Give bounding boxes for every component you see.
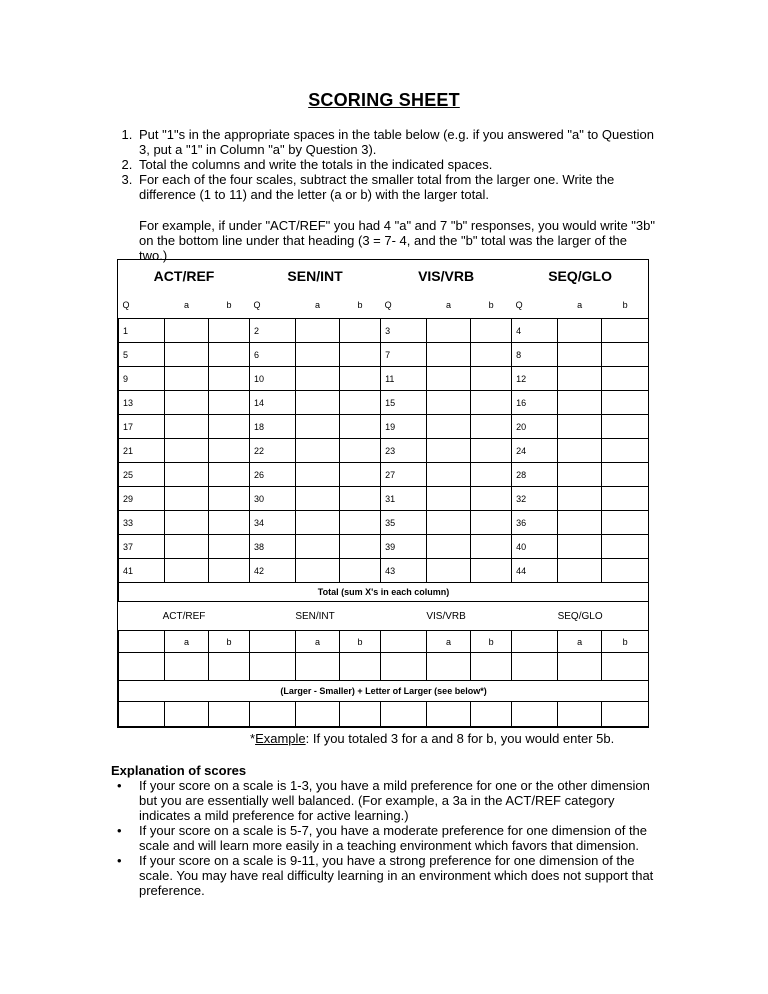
answer-b-cell[interactable] <box>602 391 649 415</box>
answer-b-cell[interactable] <box>340 535 381 559</box>
column-header: Q <box>253 300 261 310</box>
footnote-text: : If you totaled 3 for a and 8 for b, you would enter 5b. <box>305 731 615 746</box>
total-a-cell[interactable] <box>427 653 471 681</box>
explanation-item <box>117 778 661 823</box>
total-scale-row <box>119 602 649 631</box>
answer-b-cell[interactable] <box>340 559 381 583</box>
question-number: 21 <box>119 439 165 463</box>
question-number: 43 <box>381 559 427 583</box>
question-number: 17 <box>119 415 165 439</box>
instruction-item-3: 3. For each of the four scales, subtract the smaller total from the larger one. Write the difference (1 to 11) and the letter (a or b) with the larger total. <box>136 172 658 202</box>
answer-b-cell[interactable] <box>471 343 512 367</box>
answer-a-cell[interactable] <box>427 319 471 343</box>
question-number: 11 <box>381 367 427 391</box>
answer-b-cell[interactable] <box>209 319 250 343</box>
column-header: b <box>357 300 363 310</box>
answer-b-cell[interactable] <box>471 367 512 391</box>
answer-b-cell[interactable] <box>340 439 381 463</box>
question-number: 42 <box>250 559 296 583</box>
question-number: 16 <box>512 391 558 415</box>
total-label: Total (sum X's in each column) <box>119 583 649 602</box>
spacer-cell <box>119 702 165 727</box>
question-number: 33 <box>119 511 165 535</box>
question-number: 39 <box>381 535 427 559</box>
difference-cell[interactable] <box>165 702 209 727</box>
spacer-cell <box>340 702 381 727</box>
question-number: 2 <box>250 319 296 343</box>
answer-b-cell[interactable] <box>602 535 649 559</box>
question-number: 24 <box>512 439 558 463</box>
column-header: a <box>577 300 583 310</box>
answer-a-cell[interactable] <box>165 463 209 487</box>
question-number: 13 <box>119 391 165 415</box>
column-header: a <box>183 300 189 310</box>
instructions <box>118 127 658 263</box>
answer-b-cell[interactable] <box>471 415 512 439</box>
total-a-header: a <box>165 631 209 653</box>
question-number: 28 <box>512 463 558 487</box>
answer-a-cell[interactable] <box>296 487 340 511</box>
table-row <box>119 535 649 559</box>
answer-a-cell[interactable] <box>165 439 209 463</box>
spacer-cell <box>250 631 296 653</box>
column-header: Q <box>384 300 392 310</box>
question-number: 23 <box>381 439 427 463</box>
total-b-header: b <box>340 631 381 653</box>
total-b-cell[interactable] <box>602 653 649 681</box>
answer-a-cell[interactable] <box>165 487 209 511</box>
total-b-cell[interactable] <box>340 653 381 681</box>
table-row <box>119 367 649 391</box>
question-number: 31 <box>381 487 427 511</box>
answer-a-cell[interactable] <box>427 511 471 535</box>
spacer-cell <box>250 653 296 681</box>
spacer-cell <box>471 702 512 727</box>
total-b-cell[interactable] <box>209 653 250 681</box>
column-header: a <box>315 300 321 310</box>
scale-header: SEQ/GLO <box>548 268 612 284</box>
answer-b-cell[interactable] <box>471 319 512 343</box>
question-number: 18 <box>250 415 296 439</box>
answer-b-cell[interactable] <box>602 367 649 391</box>
question-number: 9 <box>119 367 165 391</box>
instruction-example: For example, if under "ACT/REF" you had 4 "a" and 7 "b" responses, you would write "3b" on the bottom line under that heading (3 = 7- 4, and the "b" total was the larger of the two.) <box>139 218 656 263</box>
question-number: 20 <box>512 415 558 439</box>
scale-header: SEN/INT <box>287 268 343 284</box>
total-b-header: b <box>471 631 512 653</box>
total-scale-label: ACT/REF <box>162 610 206 622</box>
answer-a-cell[interactable] <box>558 343 602 367</box>
spacer-cell <box>250 702 296 727</box>
answer-a-cell[interactable] <box>296 559 340 583</box>
question-number: 27 <box>381 463 427 487</box>
answer-b-cell[interactable] <box>602 511 649 535</box>
difference-cell[interactable] <box>427 702 471 727</box>
answer-b-cell[interactable] <box>602 343 649 367</box>
footnote-example-label: Example <box>255 731 306 746</box>
table-row <box>119 343 649 367</box>
difference-label: (Larger - Smaller) + Letter of Larger (see below*) <box>119 681 649 702</box>
explanation-text-1: If your score on a scale is 1-3, you have a mild preference for one or the other dimension but you are essentially well balanced. (For example, a 3a in the ACT/REF category indicates a mild preference for active learning.) <box>139 778 650 823</box>
column-header: b <box>226 300 232 310</box>
total-scale-label: VIS/VRB <box>426 610 466 622</box>
answer-a-cell[interactable] <box>165 511 209 535</box>
answer-b-cell[interactable] <box>340 463 381 487</box>
footnote <box>250 731 614 746</box>
question-number: 14 <box>250 391 296 415</box>
answer-b-cell[interactable] <box>209 367 250 391</box>
question-number: 41 <box>119 559 165 583</box>
answer-a-cell[interactable] <box>296 535 340 559</box>
answer-b-cell[interactable] <box>209 391 250 415</box>
answer-a-cell[interactable] <box>296 343 340 367</box>
question-number: 4 <box>512 319 558 343</box>
spacer-cell <box>209 702 250 727</box>
answer-b-cell[interactable] <box>340 391 381 415</box>
answer-a-cell[interactable] <box>165 415 209 439</box>
total-a-cell[interactable] <box>296 653 340 681</box>
column-header: b <box>622 300 628 310</box>
answer-a-cell[interactable] <box>427 487 471 511</box>
answer-b-cell[interactable] <box>471 463 512 487</box>
answer-b-cell[interactable] <box>209 343 250 367</box>
answer-b-cell[interactable] <box>602 463 649 487</box>
spacer-cell <box>381 653 427 681</box>
question-number: 30 <box>250 487 296 511</box>
answer-b-cell[interactable] <box>602 439 649 463</box>
answer-a-cell[interactable] <box>296 463 340 487</box>
answer-a-cell[interactable] <box>296 439 340 463</box>
scoring-table <box>118 260 649 727</box>
table-row <box>119 487 649 511</box>
answer-a-cell[interactable] <box>558 319 602 343</box>
answer-a-cell[interactable] <box>165 367 209 391</box>
answer-a-cell[interactable] <box>558 463 602 487</box>
question-number: 26 <box>250 463 296 487</box>
page-title: SCORING SHEET <box>308 90 460 110</box>
total-b-cell[interactable] <box>471 653 512 681</box>
answer-a-cell[interactable] <box>296 367 340 391</box>
total-a-header: a <box>296 631 340 653</box>
spacer-cell <box>119 653 165 681</box>
answer-a-cell[interactable] <box>165 535 209 559</box>
footnote-prefix: * <box>250 731 256 746</box>
question-number: 6 <box>250 343 296 367</box>
column-header: a <box>446 300 452 310</box>
answer-a-cell[interactable] <box>427 343 471 367</box>
column-header-row <box>119 292 649 319</box>
answer-a-cell[interactable] <box>558 439 602 463</box>
answer-b-cell[interactable] <box>471 511 512 535</box>
answer-a-cell[interactable] <box>427 535 471 559</box>
answer-a-cell[interactable] <box>296 415 340 439</box>
question-number: 15 <box>381 391 427 415</box>
total-scale-label: SEN/INT <box>295 610 335 622</box>
answer-b-cell[interactable] <box>340 319 381 343</box>
total-entry-row <box>119 653 649 681</box>
answer-b-cell[interactable] <box>340 415 381 439</box>
answer-a-cell[interactable] <box>165 391 209 415</box>
scale-header: ACT/REF <box>153 268 215 284</box>
question-number: 7 <box>381 343 427 367</box>
question-number: 37 <box>119 535 165 559</box>
bullet-icon: • <box>117 778 122 793</box>
answer-b-cell[interactable] <box>602 559 649 583</box>
explanation-section <box>111 763 661 898</box>
answer-b-cell[interactable] <box>602 487 649 511</box>
question-number: 1 <box>119 319 165 343</box>
question-number: 10 <box>250 367 296 391</box>
total-scale-label: SEQ/GLO <box>557 610 603 622</box>
table-row <box>119 559 649 583</box>
answer-a-cell[interactable] <box>558 535 602 559</box>
answer-b-cell[interactable] <box>340 511 381 535</box>
question-number: 38 <box>250 535 296 559</box>
answer-b-cell[interactable] <box>602 319 649 343</box>
question-number: 32 <box>512 487 558 511</box>
answer-b-cell[interactable] <box>602 415 649 439</box>
difference-label-row <box>119 681 649 702</box>
answer-b-cell[interactable] <box>471 391 512 415</box>
spacer-cell <box>512 631 558 653</box>
question-number: 35 <box>381 511 427 535</box>
question-number: 3 <box>381 319 427 343</box>
difference-entry-row <box>119 702 649 727</box>
answer-b-cell[interactable] <box>209 559 250 583</box>
total-a-header: a <box>558 631 602 653</box>
spacer-cell <box>512 653 558 681</box>
answer-a-cell[interactable] <box>296 391 340 415</box>
total-a-cell[interactable] <box>165 653 209 681</box>
column-header: Q <box>515 300 523 310</box>
answer-b-cell[interactable] <box>340 487 381 511</box>
total-b-header: b <box>209 631 250 653</box>
explanation-heading: Explanation of scores <box>111 763 247 778</box>
explanation-item <box>117 853 661 898</box>
question-number: 8 <box>512 343 558 367</box>
answer-a-cell[interactable] <box>558 391 602 415</box>
answer-a-cell[interactable] <box>296 319 340 343</box>
answer-a-cell[interactable] <box>558 511 602 535</box>
question-number: 25 <box>119 463 165 487</box>
table-row <box>119 415 649 439</box>
answer-a-cell[interactable] <box>558 367 602 391</box>
question-number: 5 <box>119 343 165 367</box>
total-a-header: a <box>427 631 471 653</box>
spacer-cell <box>602 702 649 727</box>
column-header: Q <box>122 300 130 310</box>
instruction-item-2: 2. Total the columns and write the totals in the indicated spaces. <box>136 157 658 172</box>
spacer-cell <box>512 702 558 727</box>
total-a-cell[interactable] <box>558 653 602 681</box>
answer-b-cell[interactable] <box>209 535 250 559</box>
difference-cell[interactable] <box>296 702 340 727</box>
answer-b-cell[interactable] <box>209 487 250 511</box>
scale-header-row <box>119 260 649 292</box>
question-number: 36 <box>512 511 558 535</box>
question-number: 40 <box>512 535 558 559</box>
answer-a-cell[interactable] <box>427 439 471 463</box>
answer-a-cell[interactable] <box>427 463 471 487</box>
question-number: 22 <box>250 439 296 463</box>
total-b-header: b <box>602 631 649 653</box>
answer-a-cell[interactable] <box>427 415 471 439</box>
answer-a-cell[interactable] <box>427 391 471 415</box>
table-row <box>119 439 649 463</box>
answer-a-cell[interactable] <box>296 511 340 535</box>
table-row <box>119 511 649 535</box>
answer-a-cell[interactable] <box>558 487 602 511</box>
bullet-icon: • <box>117 853 122 868</box>
answer-b-cell[interactable] <box>471 439 512 463</box>
answer-a-cell[interactable] <box>427 367 471 391</box>
question-number: 19 <box>381 415 427 439</box>
difference-cell[interactable] <box>558 702 602 727</box>
column-header: b <box>488 300 494 310</box>
explanation-item <box>117 823 661 853</box>
table-row <box>119 319 649 343</box>
answer-b-cell[interactable] <box>209 439 250 463</box>
total-label-row <box>119 583 649 602</box>
answer-a-cell[interactable] <box>558 559 602 583</box>
answer-b-cell[interactable] <box>209 511 250 535</box>
question-number: 29 <box>119 487 165 511</box>
spacer-cell <box>119 631 165 653</box>
answer-b-cell[interactable] <box>209 463 250 487</box>
table-row <box>119 391 649 415</box>
answer-a-cell[interactable] <box>427 559 471 583</box>
table-row <box>119 463 649 487</box>
answer-a-cell[interactable] <box>165 343 209 367</box>
question-number: 34 <box>250 511 296 535</box>
spacer-cell <box>381 702 427 727</box>
question-number: 44 <box>512 559 558 583</box>
answer-b-cell[interactable] <box>340 367 381 391</box>
instruction-item-1: 1. Put "1"s in the appropriate spaces in the table below (e.g. if you answered "a" to Question 3, put a "1" in Column "a" by Question 3). <box>136 127 658 157</box>
answer-b-cell[interactable] <box>471 487 512 511</box>
answer-b-cell[interactable] <box>471 535 512 559</box>
answer-b-cell[interactable] <box>471 559 512 583</box>
explanation-text-2: If your score on a scale is 5-7, you have a moderate preference for one dimension of the scale and will learn more easily in a teaching environment which favors that dimension. <box>139 823 648 853</box>
question-number: 12 <box>512 367 558 391</box>
scale-header: VIS/VRB <box>418 268 475 284</box>
answer-b-cell[interactable] <box>340 343 381 367</box>
spacer-cell <box>381 631 427 653</box>
answer-b-cell[interactable] <box>209 415 250 439</box>
total-ab-row <box>119 631 649 653</box>
answer-a-cell[interactable] <box>165 319 209 343</box>
bullet-icon: • <box>117 823 122 838</box>
explanation-text-3: If your score on a scale is 9-11, you have a strong preference for one dimension of the scale. You may have real difficulty learning in an environment which does not support that preference. <box>139 853 654 898</box>
answer-a-cell[interactable] <box>558 415 602 439</box>
answer-a-cell[interactable] <box>165 559 209 583</box>
